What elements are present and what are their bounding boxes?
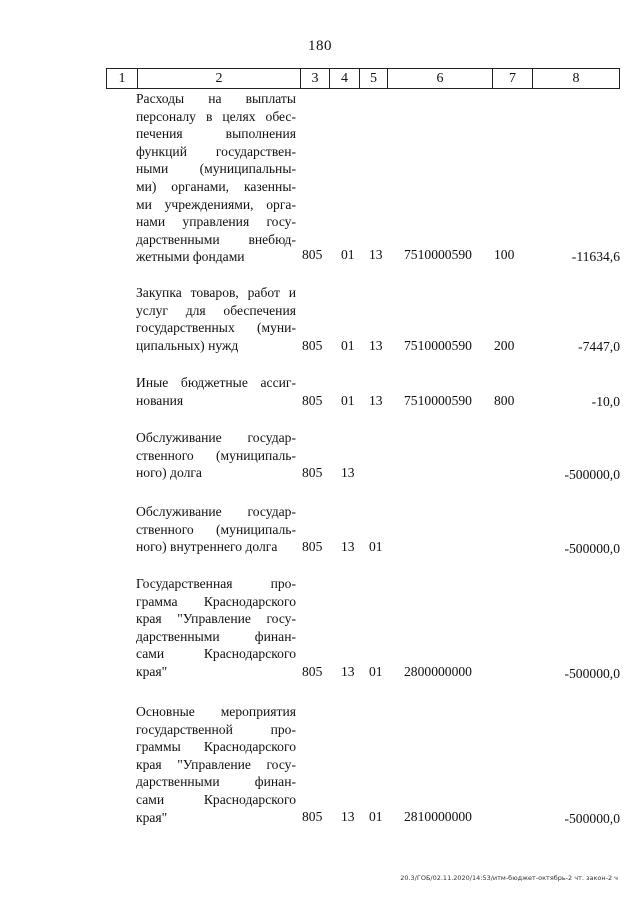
cell-subsection: 13	[369, 247, 383, 262]
cell-subsection: 01	[369, 809, 383, 824]
description-line: грамма Краснодарского	[136, 593, 296, 609]
description-line: персоналу в целях обес-	[136, 108, 296, 124]
cell-section: 01	[341, 393, 355, 408]
row-description	[136, 90, 296, 266]
description-line: жетными фондами	[136, 249, 245, 265]
cell-subsection: 13	[369, 338, 383, 353]
description-line: дарственными финан-	[136, 628, 296, 644]
description-line: ми) органами, казенны-	[136, 178, 296, 194]
description-line: нования	[136, 392, 184, 408]
row-description	[136, 284, 296, 354]
description-line: ственного (муниципаль-	[136, 521, 296, 537]
cell-expense-type: 100	[494, 247, 515, 262]
header-col-8: 8	[532, 69, 620, 88]
cell-amount: -500000,0	[564, 541, 620, 556]
cell-subsection: 01	[369, 664, 383, 679]
table-row	[0, 503, 640, 557]
description-line: края"	[136, 663, 168, 679]
cell-subsection: 01	[369, 539, 383, 554]
description-line: ственного (муниципаль-	[136, 447, 296, 463]
description-line: Иные бюджетные ассиг-	[136, 375, 296, 390]
table-row	[0, 703, 640, 829]
description-line: ного) внутреннего долга	[136, 539, 278, 555]
description-line: ципальных) нужд	[136, 337, 239, 353]
header-col-6: 6	[387, 69, 492, 88]
cell-amount: -11634,6	[571, 249, 620, 264]
description-line: услуг для обеспечения	[136, 302, 296, 318]
description-line: ного) долга	[136, 465, 202, 481]
row-description	[136, 374, 296, 409]
description-line: Основные мероприятия	[136, 704, 296, 719]
description-line: граммы Краснодарского	[136, 739, 296, 755]
description-line: дарственными внебюд-	[136, 231, 296, 247]
header-col-4: 4	[329, 69, 359, 88]
cell-target-article: 7510000590	[404, 393, 472, 408]
table-row	[0, 575, 640, 683]
cell-amount: -500000,0	[564, 666, 620, 681]
description-line: края "Управление госу-	[136, 756, 296, 772]
cell-ministry: 805	[302, 393, 323, 408]
cell-section: 13	[341, 809, 355, 824]
table-row	[0, 374, 640, 410]
cell-amount: -7447,0	[578, 339, 620, 354]
cell-ministry: 805	[302, 338, 323, 353]
cell-target-article: 7510000590	[404, 338, 472, 353]
cell-amount: -10,0	[591, 394, 620, 409]
cell-section: 13	[341, 539, 355, 554]
footer-stamp: 20.3/ГОБ/02.11.2020/14:53/итм-бюджет-октябрь-2 чт. закон-2 ч	[400, 874, 618, 882]
cell-subsection: 13	[369, 393, 383, 408]
cell-amount: -500000,0	[564, 811, 620, 826]
description-line: сами Краснодарского	[136, 791, 296, 807]
cell-ministry: 805	[302, 465, 323, 480]
cell-section: 01	[341, 247, 355, 262]
cell-target-article: 2800000000	[404, 664, 472, 679]
header-col-1: 1	[106, 69, 137, 88]
description-line: нами управления госу-	[136, 214, 296, 230]
description-line: ми учреждениями, орга-	[136, 196, 296, 212]
row-description	[136, 703, 296, 826]
description-line: государственной про-	[136, 721, 296, 737]
cell-target-article: 7510000590	[404, 247, 472, 262]
description-line: края"	[136, 809, 168, 825]
cell-ministry: 805	[302, 247, 323, 262]
description-line: государственных (муни-	[136, 320, 296, 336]
header-col-5: 5	[359, 69, 387, 88]
description-line: ными (муниципальны-	[136, 161, 296, 177]
page-number: 180	[308, 38, 332, 54]
description-line: Государственная про-	[136, 576, 296, 591]
description-line: печения выполнения	[136, 126, 296, 142]
cell-amount: -500000,0	[564, 467, 620, 482]
cell-target-article: 2810000000	[404, 809, 472, 824]
table-row	[0, 284, 640, 356]
header-col-2: 2	[137, 69, 300, 88]
description-line: Расходы на выплаты	[136, 91, 296, 106]
header-col-3: 3	[300, 69, 329, 88]
row-description	[136, 575, 296, 681]
cell-expense-type: 800	[494, 393, 515, 408]
table-row	[0, 90, 640, 272]
description-line: Обслуживание государ-	[136, 504, 296, 519]
header-col-7: 7	[492, 69, 532, 88]
description-line: Обслуживание государ-	[136, 430, 296, 445]
row-description	[136, 503, 296, 556]
description-line: Закупка товаров, работ и	[136, 285, 296, 300]
cell-ministry: 805	[302, 539, 323, 554]
description-line: сами Краснодарского	[136, 646, 296, 662]
cell-ministry: 805	[302, 809, 323, 824]
table-row	[0, 429, 640, 483]
description-line: края "Управление госу-	[136, 611, 296, 627]
table-header	[106, 68, 620, 89]
cell-ministry: 805	[302, 664, 323, 679]
row-description	[136, 429, 296, 482]
description-line: функций государствен-	[136, 143, 296, 159]
description-line: дарственными финан-	[136, 774, 296, 790]
cell-section: 13	[341, 465, 355, 480]
cell-expense-type: 200	[494, 338, 515, 353]
cell-section: 13	[341, 664, 355, 679]
cell-section: 01	[341, 338, 355, 353]
